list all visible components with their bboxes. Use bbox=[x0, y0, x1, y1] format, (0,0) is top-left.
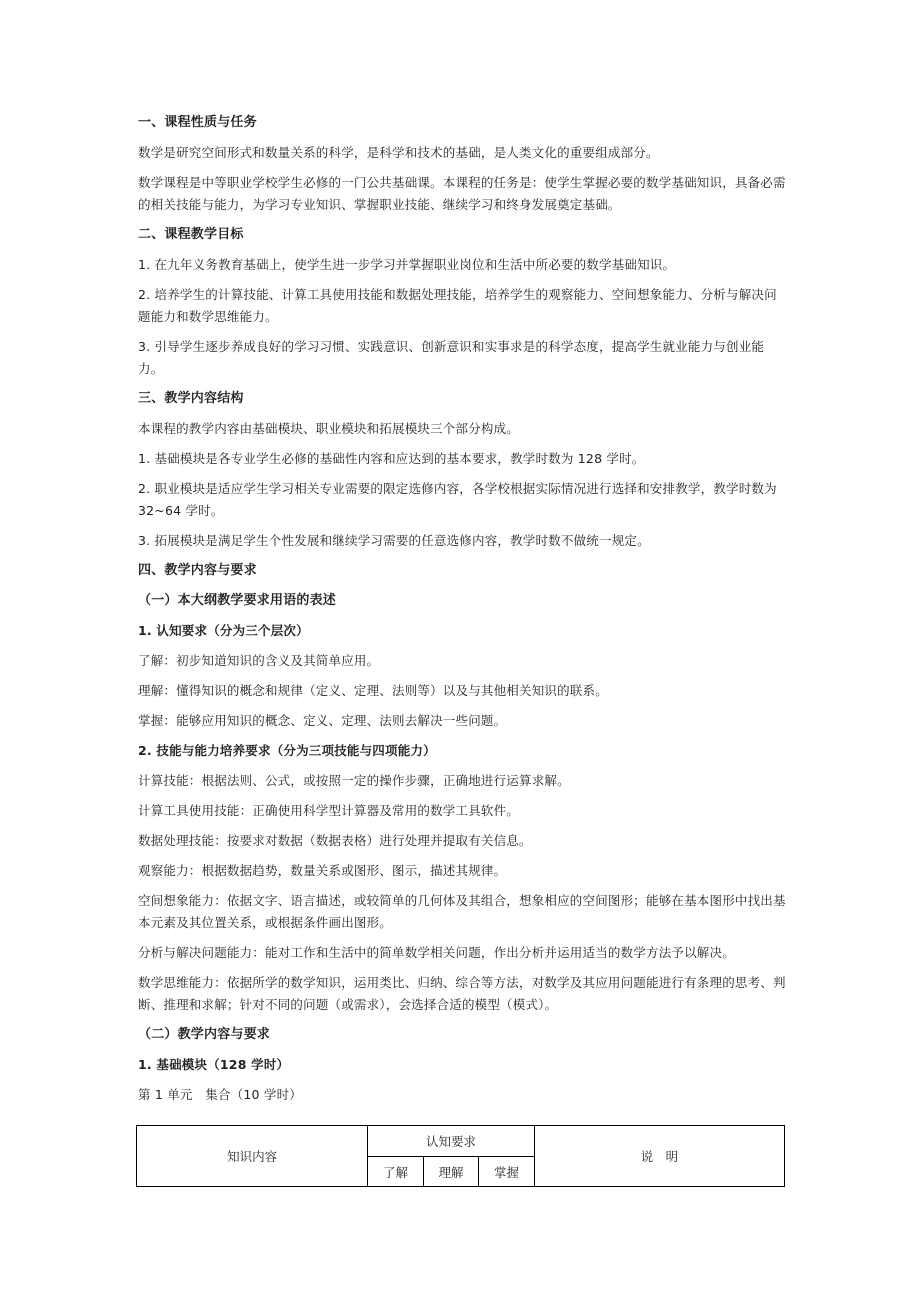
header-cognitive-requirements: 认知要求 bbox=[368, 1126, 534, 1157]
header-level-understand: 了解 bbox=[368, 1157, 423, 1187]
skill-item: 观察能力：根据数据趋势，数量关系或图形、图示，描述其规律。 bbox=[138, 863, 507, 878]
section-2-item-1: 1. 在九年义务教育基础上，使学生进一步学习并掌握职业岗位和生活中所必要的数学基础知识。 bbox=[138, 257, 676, 272]
skill-item: 数学思维能力：依据所学的数学知识，运用类比、归纳、综合等方法，对数学及其应用问题能进行有条理的思考、判断、推理和求解；针对不同的问题（或需求），会选择合适的模型（模式）。 bbox=[138, 975, 786, 1012]
cognitive-item: 掌握：能够应用知识的概念、定义、定理、法则去解决一些问题。 bbox=[138, 713, 507, 728]
cognitive-title: 1. 认知要求（分为三个层次） bbox=[138, 623, 309, 638]
skill-item: 数据处理技能：按要求对数据（数据表格）进行处理并提取有关信息。 bbox=[138, 833, 532, 848]
cognitive-item: 理解：懂得知识的概念和规律（定义、定理、法则等）以及与其他相关知识的联系。 bbox=[138, 683, 608, 698]
unit-title: 第 1 单元 集合（10 学时） bbox=[138, 1087, 302, 1102]
section-3-intro: 本课程的教学内容由基础模块、职业模块和拓展模块三个部分构成。 bbox=[138, 421, 520, 436]
section-3-item-3: 3. 拓展模块是满足学生个性发展和继续学习需要的任意选修内容，教学时数不做统一规定。 bbox=[138, 533, 650, 548]
section-2-title: 二、课程教学目标 bbox=[138, 227, 244, 242]
section-4-title: 四、教学内容与要求 bbox=[138, 563, 257, 578]
skill-item: 计算工具使用技能：正确使用科学型计算器及常用的数学工具软件。 bbox=[138, 803, 520, 818]
document-body bbox=[138, 112, 786, 1114]
skill-item: 分析与解决问题能力：能对工作和生活中的简单数学相关问题，作出分析并运用适当的数学方法予以解决。 bbox=[138, 945, 735, 960]
header-notes: 说 明 bbox=[534, 1126, 784, 1187]
section-1-title: 一、课程性质与任务 bbox=[138, 115, 257, 130]
section-1-para-2: 数学课程是中等职业学校学生必修的一门公共基础课。本课程的任务是：使学生掌握必要的数学基础知识，具备必需的相关技能与能力，为学习专业知识、掌握职业技能、继续学习和终身发展奠定基础。 bbox=[138, 175, 786, 212]
section-3-item-1: 1. 基础模块是各专业学生必修的基础性内容和应达到的基本要求，教学时数为 128 学时。 bbox=[138, 451, 645, 466]
section-3-title: 三、教学内容结构 bbox=[138, 391, 244, 406]
subsection-2-title: （二）教学内容与要求 bbox=[138, 1027, 271, 1042]
skill-title: 2. 技能与能力培养要求（分为三项技能与四项能力） bbox=[138, 743, 436, 758]
section-2-item-2: 2. 培养学生的计算技能、计算工具使用技能和数据处理技能，培养学生的观察能力、空间想象能力、分析与解决问题能力和数学思维能力。 bbox=[138, 287, 777, 324]
section-2-item-3: 3. 引导学生逐步养成良好的学习习惯、实践意识、创新意识和实事求是的科学态度，提高学生就业能力与创业能力。 bbox=[138, 339, 765, 376]
cognitive-item: 了解：初步知道知识的含义及其简单应用。 bbox=[138, 653, 380, 668]
subsection-1-title: （一）本大纲教学要求用语的表述 bbox=[138, 593, 337, 608]
skill-item: 空间想象能力：依据文字、语言描述，或较简单的几何体及其组合，想象相应的空间图形；能够在基本图形中找出基本元素及其位置关系，或根据条件画出图形。 bbox=[138, 893, 786, 930]
skill-item: 计算技能：根据法则、公式，或按照一定的操作步骤，正确地进行运算求解。 bbox=[138, 773, 570, 788]
header-knowledge-content: 知识内容 bbox=[137, 1126, 368, 1187]
section-1-para-1: 数学是研究空间形式和数量关系的科学，是科学和技术的基础，是人类文化的重要组成部分。 bbox=[138, 145, 659, 160]
requirements-table bbox=[136, 1125, 785, 1187]
basic-module-title: 1. 基础模块（128 学时） bbox=[138, 1057, 290, 1072]
section-3-item-2: 2. 职业模块是适应学生学习相关专业需要的限定选修内容，各学校根据实际情况进行选择和安排教学，教学时数为 32~64 学时。 bbox=[138, 481, 777, 518]
header-level-comprehend: 理解 bbox=[423, 1157, 478, 1187]
header-level-master: 掌握 bbox=[479, 1157, 534, 1187]
